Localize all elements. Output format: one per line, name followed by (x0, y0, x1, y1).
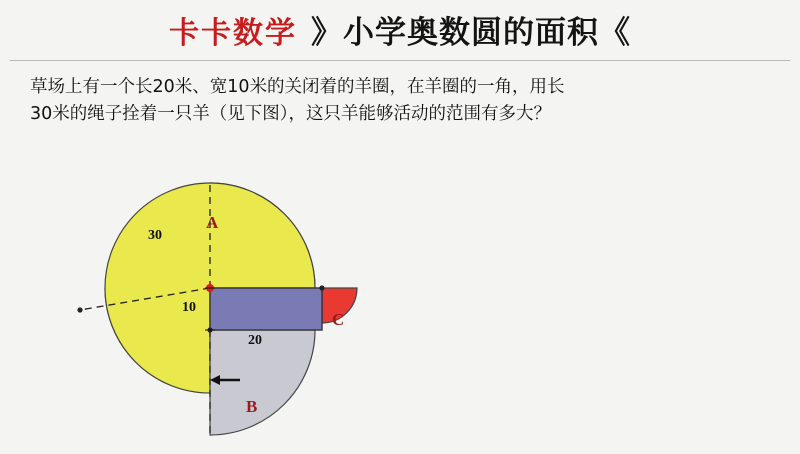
page-title: 》小学奥数圆的面积《 (311, 15, 631, 51)
label-sector-b: B (246, 397, 258, 416)
problem-line-2: 30米的绳子拴着一只羊（见下图），这只羊能够活动的范围有多大？ (30, 104, 552, 125)
header-divider (10, 60, 790, 61)
title-bar (0, 0, 800, 59)
problem-line-1: 草场上有一个长20米、宽10米的关闭着的羊圈，在羊圈的一角，用长 (30, 77, 565, 97)
label-pen-length: 20 (248, 333, 262, 348)
figure-svg (0, 120, 800, 449)
label-rope-length: 30 (148, 228, 162, 243)
geometry-figure (0, 120, 800, 449)
label-pen-width: 10 (182, 300, 196, 315)
label-sector-c: C (332, 310, 345, 329)
pen-rectangle (210, 288, 322, 330)
sector-c-shape (322, 288, 357, 323)
sector-b-shape (210, 330, 315, 435)
label-sector-a: A (206, 213, 219, 232)
brand-title: 卡卡数学 (169, 15, 297, 51)
rope-endpoint-dot (77, 307, 82, 312)
pen-corner-dot-top-right (319, 285, 324, 290)
